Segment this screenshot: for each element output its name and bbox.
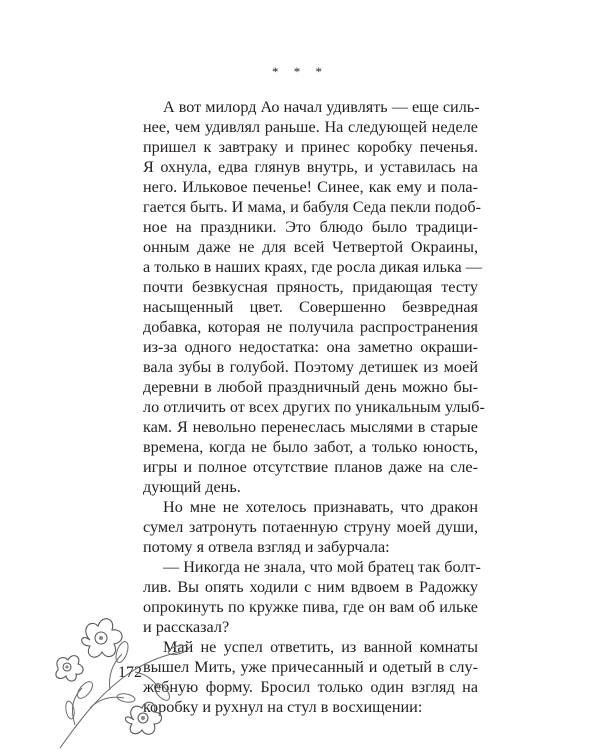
text-line: времена, когда не было забот, а только юность, (143, 438, 478, 456)
text-line: деревни в любой праздничный день можно бы- (143, 378, 478, 396)
text-line: насыщенный цвет. Совершенно безвредная (143, 298, 478, 316)
text-line: игры и полное отсутствие планов даже на сле- (143, 458, 478, 476)
section-separator: * * * (272, 64, 328, 79)
page-number: 172 (118, 664, 142, 681)
text-line: опрокинуть по кружке пива, где он вам об ильке (143, 598, 478, 616)
text-line: вала зубы в голубой. Поэтому детишек из моей (143, 358, 478, 376)
text-line: А вот милорд Ао начал удивлять — еще силь- (163, 98, 480, 116)
text-line: Май не успел ответить, из ванной комнаты (163, 638, 478, 656)
text-line: почти безвкусная пряность, придающая тесту (143, 278, 478, 296)
text-line: добавка, которая не получила распространения (143, 318, 478, 336)
text-line: Но мне не хотелось признавать, что дракон (163, 498, 478, 516)
text-line: пришел к завтраку и принес коробку печенья. (143, 138, 478, 156)
text-line: потому я отвела взгляд и забурчала: (143, 538, 390, 556)
text-line: онным даже не для всей Четвертой Окраины, (143, 238, 478, 256)
text-line: него. Ильковое печенье! Синее, как ему и пола- (143, 178, 478, 196)
text-line: коробку и рухнул на стул в восхищении: (143, 698, 423, 716)
text-line: сумел затронуть потаенную струну моей души, (143, 518, 478, 536)
text-line: кам. Я невольно перенеслась мыслями в старые (143, 418, 478, 436)
text-line: — Никогда не знала, что мой братец так болт- (163, 558, 481, 576)
text-line: из-за одного недостатка: она заметно окраши- (143, 338, 478, 356)
text-line: ное на праздники. Это блюдо было традици- (143, 218, 478, 236)
text-line: ло отличить от всех других по уникальным улыб- (143, 398, 485, 416)
text-line: Я охнула, едва глянув внутрь, и уставилась на (143, 158, 478, 176)
text-line: дующий день. (143, 478, 241, 496)
text-line: вышел Мить, уже причесанный и одетый в слу- (143, 658, 478, 676)
text-line: жебную форму. Бросил только один взгляд на (143, 678, 478, 696)
text-line: нее, чем удивлял раньше. На следующей неделе (143, 118, 478, 136)
text-line: и рассказал? (143, 618, 230, 636)
text-line: а только в наших краях, где росла дикая илька — (143, 258, 482, 276)
text-line: лив. Вы опять ходили с ним вдвоем в Радожку (143, 578, 478, 596)
text-line: гается быть. И мама, и бабуля Седа пекли подоб- (143, 198, 481, 216)
